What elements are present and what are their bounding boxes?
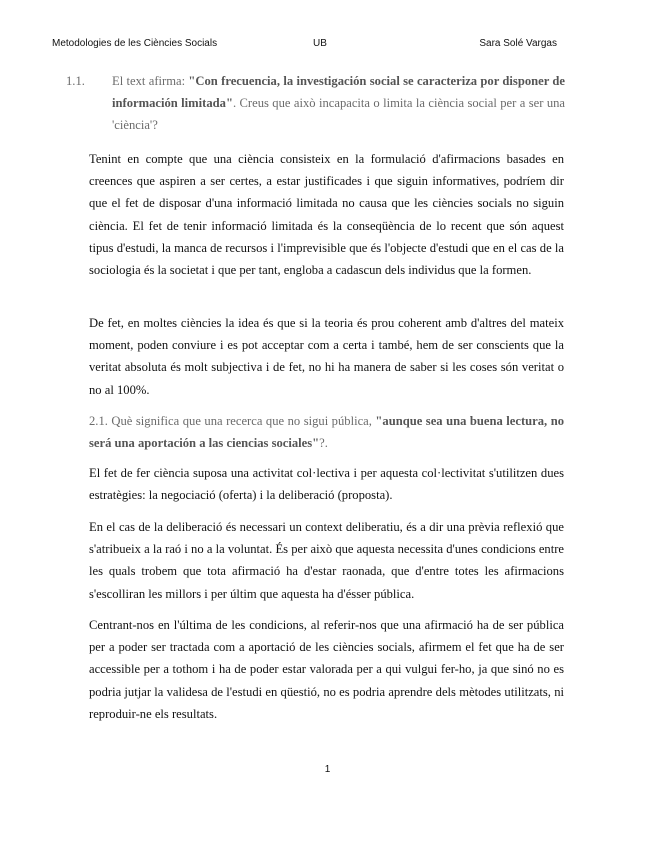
- header-author: Sara Solé Vargas: [479, 38, 557, 49]
- question-1-quote: "Con frecuencia, la investigación social se caracteriza por disponer de información limitada": [112, 74, 565, 111]
- question-2-intro: 2.1. Què significa que una recerca que no sigui pública,: [89, 414, 376, 428]
- question-1-tail: . Creus que això incapacita o limita la ciència social per a ser una 'ciència'?: [112, 96, 566, 133]
- question-2-tail: ?.: [319, 436, 328, 451]
- answer-2-paragraph-3: Centrant-nos en l'última de les condicions, al referir-nos que una afirmació ha de ser pública per a poder ser tractada com a aportació de les ciències socials, afirmem el fet que ha de ser accessible per a tothom i ha de poder estar valorada per a qui vulgui fer-ho, ja que sinó no es podria jutjar la validesa de l'estudi en qüestió, no es podria aprendre dels mètodes utilitzats, ni reproduir-ne els resultats.: [89, 618, 564, 721]
- page-number: 1: [324, 764, 331, 775]
- question-1: [66, 70, 566, 137]
- header-university: UB: [313, 38, 327, 49]
- header-course-title: Metodologies de les Ciències Socials: [52, 38, 218, 49]
- question-1-text: [66, 70, 566, 137]
- answer-2-paragraph-1: El fet de fer ciència suposa una activitat col·lectiva i per aquesta col·lectivitat s'utilitzen dues estratègies: la negociació (oferta) i la deliberació (proposta).: [89, 466, 564, 503]
- question-1-number: 1.1.: [66, 74, 85, 88]
- question-1-intro: El text afirma:: [112, 74, 189, 88]
- question-2: [89, 410, 564, 454]
- question-2-quote: "aunque sea una buena lectura, no será una aportación a las ciencias sociales": [89, 414, 564, 451]
- answer-1-paragraph-2: De fet, en moltes ciències la idea és que si la teoria és prou coherent amb d'altres del mateix moment, poden conviure i es pot acceptar com a certa i també, hem de ser conscients que la veritat absoluta és molt subjectiva i de fet, no hi ha manera de saber si les coses són veritat o no al 100%.: [89, 316, 564, 397]
- answer-1-paragraph-1: Tenint en compte que una ciència consisteix en la formulació d'afirmacions basades en creences que aspiren a ser certes, a estar justificades i que siguin informatives, podríem dir que el fet de disposar d'una informació limitada no causa que les ciències socials no siguin ciència. El fet de tenir informació limitada és la conseqüència de lo recent que són aquest tipus d'estudi, la manca de recursos i l'imprevisible que és l'objecte d'estudi que en el cas de la sociologia és la societat i que per tant, engloba a cadascun dels individus que la formen.: [89, 152, 564, 278]
- answer-2-paragraph-2: En el cas de la deliberació és necessari un context deliberatiu, és a dir una prèvia reflexió que s'atribueix a la raó i no a la voluntat. És per això que aquesta necessita d'unes condicions entre les quals trobem que tota afirmació ha d'estar raonada, que d'entre totes les afirmacions s'escolliran les millors i per últim que aquesta ha d'ésser pública.: [89, 520, 564, 601]
